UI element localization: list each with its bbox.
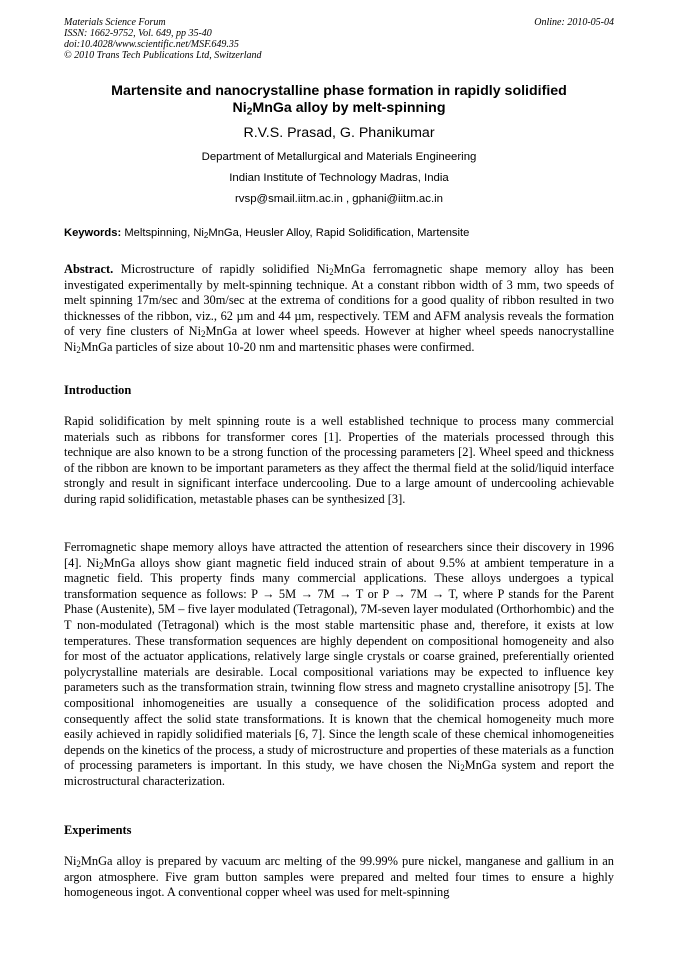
journal-name: Materials Science Forum	[64, 17, 166, 28]
abstract: Abstract. Microstructure of rapidly solidified $Ni_2MnGa$ ferromagnetic shape memory alloy has been investigated experimentally by melt-spinning technique. At a constant ribbon width of 3 mm, two speeds of melt spinning 17m/sec and 30m/sec at the extrema of conditions for a good quality of ribbon resulted in two thicknesses of the ribbon, viz., 62 µm and 44 µm, respectively. TEM and AFM analysis reveals the formation of very fine clusters of $Ni_2MnGa$ at lower wheel speeds. However at higher wheel speeds nanocrystalline $Ni_2MnGa$ particles of size about 10-20 nm and martensitic phases were confirmed.	[64, 262, 615, 356]
publication-info	[64, 17, 614, 61]
online-date: Online: 2010-05-04	[534, 17, 614, 28]
title-line-2: $Ni_2MnGa$ alloy by melt-spinning	[232, 100, 446, 118]
introduction-paragraph-2: Ferromagnetic shape memory alloys have attracted the attention of researchers since their discovery in 1996 [4]. $Ni_2MnGa$ alloys show giant magnetic field induced strain of about 9.5% at ambient temperature in a magnetic field. This property finds many commercial applications. These alloys undergoes a typical transformation sequence as follows: P → 5M → 7M → T or P → 7M → T, where P stands for the Parent Phase (Austenite), 5M – five layer modulated (Tetragonal), 7M-seven layer modulated (Orthorhombic) and the T non-modulated (Tetragonal) which is the most stable martensitic phase and, therefore, it exists at low temperatures. These transformation sequences are highly dependent on compositional homogeneity and also for most of the actuator applications, relatively large single crystals or coarse grained, preferentially oriented polycrystalline materials are desirable. Local compositional variations may be expected to influence key parameters such as the transformation strain, twinning flow stress and magneto crystalline anisotropy [5]. The compositional inhomogeneities are usually a consequence of the solidification process adopted and consequently affect the solid state transformations. It is known that the chemical homogeneity much more easily achieved in rapidly solidified materials [6, 7]. Since the length scale of these chemical inhomogeneities depends on the kinetics of the process, a study of microstructure and properties of these materials as a function of processing parameters is important. In this study, we have chosen the $Ni_2MnGa$ system and report the microstructural characterization.	[64, 540, 614, 788]
author-emails: rvsp@smail.iitm.ac.in , gphani@iitm.ac.in	[235, 193, 443, 205]
affiliation-department: Department of Metallurgical and Materials Engineering	[201, 151, 477, 163]
introduction-heading: Introduction	[64, 383, 132, 397]
author-list: R.V.S. Prasad, G. Phanikumar	[243, 125, 435, 141]
keywords-label: Keywords:	[64, 227, 122, 239]
copyright-line: © 2010 Trans Tech Publications Ltd, Switzerland	[64, 50, 262, 61]
affiliation-institute: Indian Institute of Technology Madras, India	[229, 172, 449, 184]
paper-title	[64, 83, 614, 117]
title-line-1: Martensite and nanocrystalline phase formation in rapidly solidified	[111, 83, 567, 99]
issn-line: ISSN: 1662-9752, Vol. 649, pp 35-40	[64, 28, 212, 39]
abstract-label: Abstract.	[64, 262, 114, 276]
doi-line: doi:10.4028/www.scientific.net/MSF.649.35	[64, 39, 239, 50]
keywords: Keywords: Meltspinning, $Ni_2MnGa$, Heusler Alloy, Rapid Solidification, Martensite	[64, 227, 470, 241]
experiments-heading: Experiments	[64, 823, 132, 837]
running-header	[64, 17, 614, 61]
experiments-paragraph: $Ni_2MnGa$ alloy is prepared by vacuum arc melting of the 99.99% pure nickel, manganese and gallium in an argon atmosphere. Five gram button samples were prepared and melted four times to ensure a highly homogeneous ingot. A conventional copper wheel was used for melt-spinning	[64, 854, 614, 900]
introduction-paragraph-1: Rapid solidification by melt spinning route is a well established technique to process many commercial materials such as ribbons for transformer cores [1]. Properties of the materials processed through this technique are also known to be a strong function of the processing parameters [2]. Wheel speed and thickness of the ribbon are known to be important parameters as they affect the thermal field at the solid/liquid interface strongly and result in significant interface undercooling. Due to a large amount of undercooling achievable during rapid solidification, metastable phases can be synthesized [3].	[64, 414, 614, 506]
